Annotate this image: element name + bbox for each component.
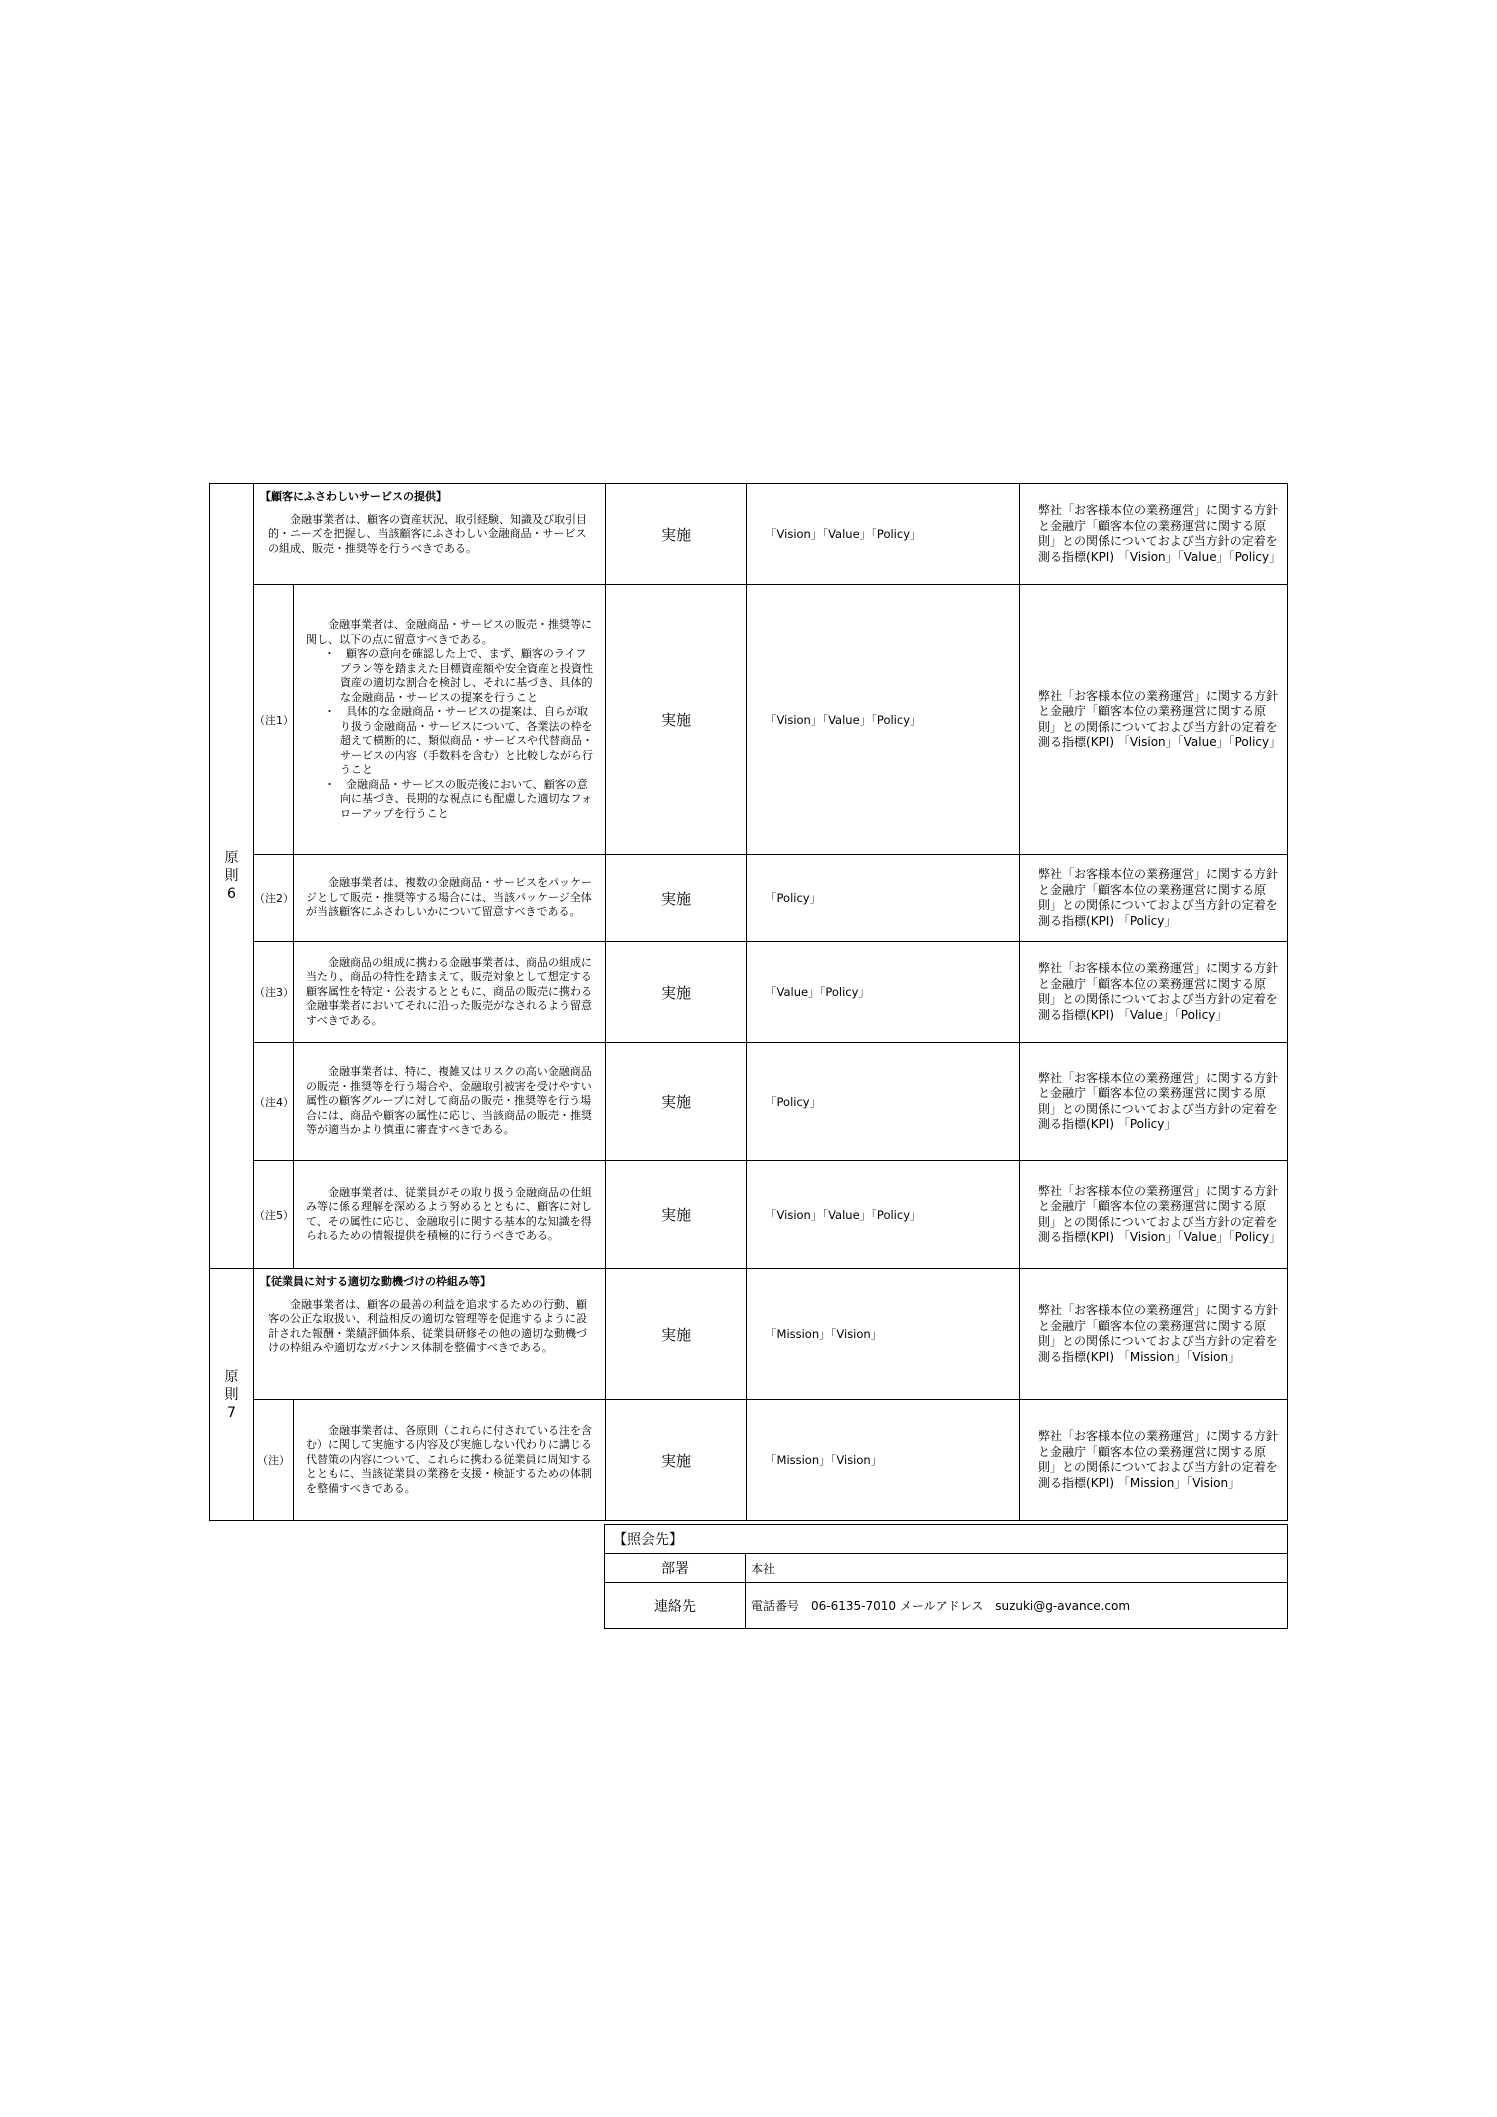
status-cell: 実施 <box>606 942 747 1043</box>
note-text <box>294 942 606 1043</box>
values-cell: 「Vision」「Value」「Policy」 <box>747 1161 1020 1269</box>
values-cell: 「Value」「Policy」 <box>747 942 1020 1043</box>
note-label: （注4） <box>254 1043 294 1161</box>
note-bullet: ・ 金融商品・サービスの販売後において、顧客の意向に基づき、長期的な視点にも配慮した適切なフォローアップを行うこと <box>324 777 593 820</box>
reference-cell: 弊社「お客様本位の業務運営」に関する方針と金融庁「顧客本位の業務運営に関する原則」との関係についておよび当方針の定着を測る指標(KPI) 「Vision」「Value」「Policy」 <box>1020 1161 1288 1269</box>
values-cell: 「Mission」「Vision」 <box>747 1269 1020 1400</box>
reference-cell: 弊社「お客様本位の業務運営」に関する方針と金融庁「顧客本位の業務運営に関する原則」との関係についておよび当方針の定着を測る指標(KPI) 「Vision」「Value」「Policy」 <box>1020 484 1288 585</box>
note-text <box>294 1043 606 1161</box>
principle7-body: 金融事業者は、顧客の最善の利益を追求するための行動、顧客の公正な取扱い、利益相反の適切な管理等を促進するように設計された報酬・業績評価体系、従業員研修その他の適切な動機づけの枠組みや適切なガバナンス体制を整備すべきである。 <box>268 1297 587 1354</box>
note-intro: 金融事業者は、特に、複雑又はリスクの高い金融商品の販売・推奨等を行う場合や、金融取引被害を受けやすい属性の顧客グループに対して商品の販売・推奨等を行う場合には、商品や顧客の属性に応じ、当該商品の販売・推奨等が適当かより慎重に審査すべきである。 <box>306 1065 592 1137</box>
contact-title: 【照会先】 <box>605 1525 1288 1554</box>
principle6-title: 【顧客にふさわしいサービスの提供】 <box>260 490 447 503</box>
status-cell: 実施 <box>606 484 747 585</box>
status-cell: 実施 <box>606 1269 747 1400</box>
note5-row <box>210 1161 1288 1269</box>
note-text <box>294 585 606 855</box>
values-cell: 「Vision」「Value」「Policy」 <box>747 484 1020 585</box>
dept-value: 本社 <box>746 1554 1288 1583</box>
values-cell: 「Policy」 <box>747 855 1020 942</box>
principle6-body: 金融事業者は、顧客の資産状況、取引経験、知識及び取引目的・ニーズを把握し、当該顧客にふさわしい金融商品・サービスの組成、販売・推奨等を行うべきである。 <box>268 512 587 555</box>
note3-row <box>210 942 1288 1043</box>
contact-label: 連絡先 <box>605 1583 746 1629</box>
principle7-label: 原 則 7 <box>210 1269 254 1521</box>
contact-value: 電話番号 06-6135-7010 メールアドレス suzuki@g-avance.com <box>746 1583 1288 1629</box>
note1-row <box>210 585 1288 855</box>
note-label: （注5） <box>254 1161 294 1269</box>
note2-row <box>210 855 1288 942</box>
principle7-text <box>254 1269 606 1400</box>
reference-cell: 弊社「お客様本位の業務運営」に関する方針と金融庁「顧客本位の業務運営に関する原則」との関係についておよび当方針の定着を測る指標(KPI) 「Mission」「Vision」 <box>1020 1269 1288 1400</box>
note-text <box>294 1161 606 1269</box>
reference-cell: 弊社「お客様本位の業務運営」に関する方針と金融庁「顧客本位の業務運営に関する原則」との関係についておよび当方針の定着を測る指標(KPI) 「Policy」 <box>1020 855 1288 942</box>
status-cell: 実施 <box>606 1043 747 1161</box>
status-cell: 実施 <box>606 585 747 855</box>
principle6-text <box>254 484 606 585</box>
principle7-header-row <box>210 1269 1288 1400</box>
note-intro: 金融事業者は、従業員がその取り扱う金融商品の仕組み等に係る理解を深めるよう努めるとともに、顧客に対して、その属性に応じ、金融取引に関する基本的な知識を得られるための情報提供を積極的に行うべきである。 <box>306 1185 592 1242</box>
reference-cell: 弊社「お客様本位の業務運営」に関する方針と金融庁「顧客本位の業務運営に関する原則」との関係についておよび当方針の定着を測る指標(KPI) 「Policy」 <box>1020 1043 1288 1161</box>
note-text <box>294 1400 606 1521</box>
note-intro: 金融事業者は、金融商品・サービスの販売・推奨等に関し、以下の点に留意すべきである。 <box>306 618 592 646</box>
note-intro: 金融商品の組成に携わる金融事業者は、商品の組成に当たり、商品の特性を踏まえて、販売対象として想定する顧客属性を特定・公表するとともに、商品の販売に携わる金融事業者においてそれに沿った販売がなされるよう留意すべきである。 <box>306 955 592 1027</box>
note-intro: 金融事業者は、複数の金融商品・サービスをパッケージとして販売・推奨等する場合には、当該パッケージ全体が当該顧客にふさわしいかについて留意すべきである。 <box>306 876 592 919</box>
reference-cell: 弊社「お客様本位の業務運営」に関する方針と金融庁「顧客本位の業務運営に関する原則」との関係についておよび当方針の定着を測る指標(KPI) 「Mission」「Vision」 <box>1020 1400 1288 1521</box>
reference-cell: 弊社「お客様本位の業務運営」に関する方針と金融庁「顧客本位の業務運営に関する原則」との関係についておよび当方針の定着を測る指標(KPI) 「Value」「Policy」 <box>1020 942 1288 1043</box>
principle6-header-row <box>210 484 1288 585</box>
principle7-title: 【従業員に対する適切な動機づけの枠組み等】 <box>260 1275 491 1288</box>
values-cell: 「Vision」「Value」「Policy」 <box>747 585 1020 855</box>
contact-table <box>604 1524 1288 1629</box>
status-cell: 実施 <box>606 1400 747 1521</box>
note-label: （注） <box>254 1400 294 1521</box>
note-bullet: ・ 具体的な金融商品・サービスの提案は、自らが取り扱う金融商品・サービスについて、各業法の枠を超えて横断的に、類似商品・サービスや代替商品・サービスの内容（手数料を含む）と比較しながら行うこと <box>324 705 593 776</box>
values-cell: 「Mission」「Vision」 <box>747 1400 1020 1521</box>
principle6-label: 原 則 6 <box>210 484 254 1269</box>
dept-label: 部署 <box>605 1554 746 1583</box>
principles-table <box>209 483 1288 1521</box>
note-text <box>294 855 606 942</box>
note-label: （注3） <box>254 942 294 1043</box>
note-label: （注1） <box>254 585 294 855</box>
note-intro: 金融事業者は、各原則（これらに付されている注を含む）に関して実施する内容及び実施しない代わりに講じる代替策の内容について、これらに携わる従業員に周知するとともに、当該従業員の業務を支援・検証するための体制を整備すべきである。 <box>306 1423 592 1495</box>
note-bullet: ・ 顧客の意向を確認した上で、まず、顧客のライフプラン等を踏まえた目標資産額や安全資産と投資性資産の適切な割合を検討し、それに基づき、具体的な金融商品・サービスの提案を行うこと <box>324 647 593 704</box>
note-label: （注2） <box>254 855 294 942</box>
status-cell: 実施 <box>606 855 747 942</box>
note4-row <box>210 1043 1288 1161</box>
reference-cell: 弊社「お客様本位の業務運営」に関する方針と金融庁「顧客本位の業務運営に関する原則」との関係についておよび当方針の定着を測る指標(KPI) 「Vision」「Value」「Policy」 <box>1020 585 1288 855</box>
status-cell: 実施 <box>606 1161 747 1269</box>
principle7-note-row <box>210 1400 1288 1521</box>
values-cell: 「Policy」 <box>747 1043 1020 1161</box>
